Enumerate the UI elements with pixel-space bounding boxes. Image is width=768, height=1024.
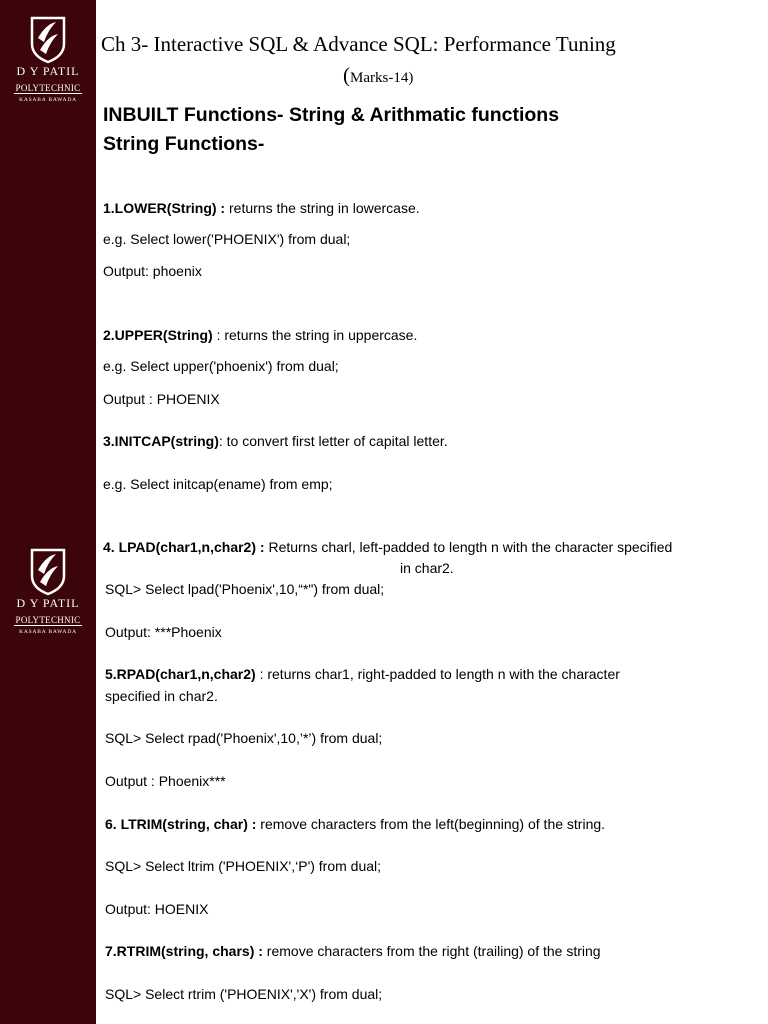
example-rpad: SQL> Select rpad('Phoenix',10,’*’) from dual; xyxy=(105,730,383,746)
output-lpad: Output: ***Phoenix xyxy=(105,624,222,640)
function-name: 2.UPPER(String) xyxy=(103,327,213,343)
example-rtrim: SQL> Select rtrim ('PHOENIX','X') from dual; xyxy=(105,986,383,1002)
logo-institution: POLYTECHNIC xyxy=(15,83,81,93)
example-upper: e.g. Select upper('phoenix') from dual; xyxy=(103,358,339,374)
example-lower: e.g. Select lower('PHOENIX') from dual; xyxy=(103,231,351,247)
marks-open-paren: ( xyxy=(343,63,350,87)
function-desc: remove characters from the left(beginning) of the string. xyxy=(256,816,606,832)
logo-institution: POLYTECHNIC xyxy=(15,615,81,625)
example-lpad: SQL> Select lpad('Phoenix',10,“*") from dual; xyxy=(105,581,385,597)
function-rpad xyxy=(105,665,620,683)
function-lpad-desc-cont: in char2. xyxy=(400,560,454,576)
logo-location: KASABA BAWADA xyxy=(19,97,77,103)
example-ltrim: SQL> Select ltrim ('PHOENIX',‘P') from dual; xyxy=(105,858,382,874)
function-desc: returns the string in lowercase. xyxy=(225,200,420,216)
function-name: 6. LTRIM(string, char) : xyxy=(105,816,257,832)
function-name: 5.RPAD(char1,n,char2) xyxy=(105,666,256,682)
section-subheading: String Functions- xyxy=(103,133,265,155)
marks-text: Marks-14) xyxy=(350,70,414,86)
marks-label xyxy=(343,63,414,87)
logo-name: D Y PATIL xyxy=(16,596,80,610)
page-title: Ch 3- Interactive SQL & Advance SQL: Performance Tuning xyxy=(101,32,616,56)
function-name: 7.RTRIM(string, chars) : xyxy=(105,943,263,959)
function-upper xyxy=(103,326,417,344)
logo-name: D Y PATIL xyxy=(16,64,80,78)
example-initcap: e.g. Select initcap(ename) from emp; xyxy=(103,476,333,492)
function-rpad-desc-cont: specified in char2. xyxy=(105,688,218,704)
output-lower: Output: phoenix xyxy=(103,263,202,279)
function-name: 3.INITCAP(string) xyxy=(103,433,219,449)
function-ltrim xyxy=(105,815,605,833)
output-rpad: Output : Phoenix*** xyxy=(105,773,226,789)
function-desc: remove characters from the right (trailing) of the string xyxy=(262,943,601,959)
function-rtrim xyxy=(105,942,601,960)
function-desc: : to convert first letter of capital letter. xyxy=(218,433,448,449)
function-desc: : returns char1, right-padded to length n with the character xyxy=(255,666,620,682)
logo-location: KASABA BAWADA xyxy=(19,629,77,635)
function-name: 1.LOWER(String) : xyxy=(103,200,226,216)
output-upper: Output : PHOENIX xyxy=(103,391,220,407)
function-lower xyxy=(103,199,420,217)
function-name: 4. LPAD(char1,n,char2) : xyxy=(103,539,265,555)
function-initcap xyxy=(103,432,448,450)
function-lpad xyxy=(103,538,672,556)
output-ltrim: Output: HOENIX xyxy=(105,901,209,917)
function-desc: Returns charl, left-padded to length n with the character specified xyxy=(264,539,673,555)
section-heading: INBUILT Functions- String & Arithmatic functions xyxy=(103,104,560,126)
function-desc: : returns the string in uppercase. xyxy=(212,327,418,343)
